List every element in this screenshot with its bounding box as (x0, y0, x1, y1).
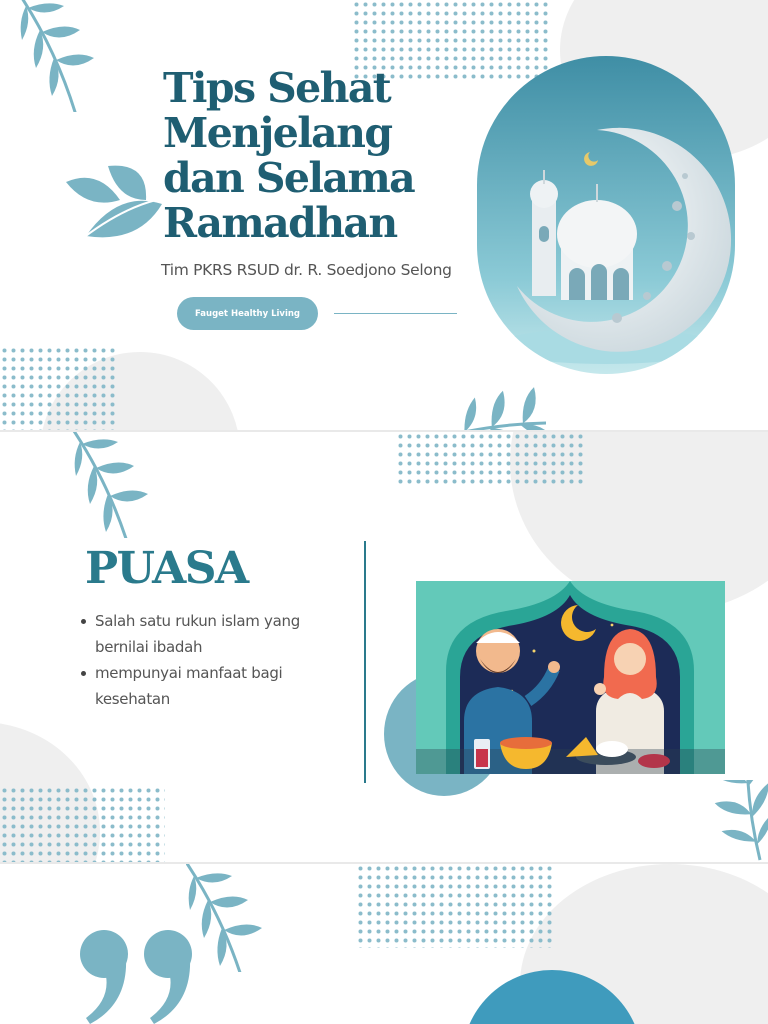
mosque-crescent-image (477, 56, 735, 374)
section-heading: PUASA (85, 543, 248, 594)
leaf-icon (58, 160, 168, 250)
dot-pattern (0, 346, 115, 430)
leaf-branch-icon (664, 780, 768, 862)
quote-slide (0, 864, 768, 1024)
dot-pattern (396, 432, 586, 488)
dot-pattern (0, 786, 165, 862)
quote-mark-icon (76, 924, 206, 1024)
dot-pattern (356, 864, 552, 948)
subtitle: Tim PKRS RSUD dr. R. Soedjono Selong (161, 261, 452, 279)
leaf-branch-icon (18, 0, 128, 112)
leaf-branch-icon (436, 366, 546, 430)
vertical-divider (364, 541, 366, 783)
bullet-item: mempunyai manfaat bagi kesehatan (78, 660, 333, 712)
divider-line (334, 313, 457, 314)
bullet-list (78, 608, 333, 712)
bullet-item: Salah satu rukun islam yang bernilai ibadah (78, 608, 333, 660)
iftar-illustration (416, 581, 725, 774)
puasa-slide (0, 432, 768, 862)
page-title: Tips Sehat Menjelang dan Selama Ramadhan (163, 64, 415, 247)
cover-slide (0, 0, 768, 430)
leaf-branch-icon (72, 432, 192, 538)
healthy-living-button[interactable]: Fauget Healthy Living (177, 297, 318, 330)
